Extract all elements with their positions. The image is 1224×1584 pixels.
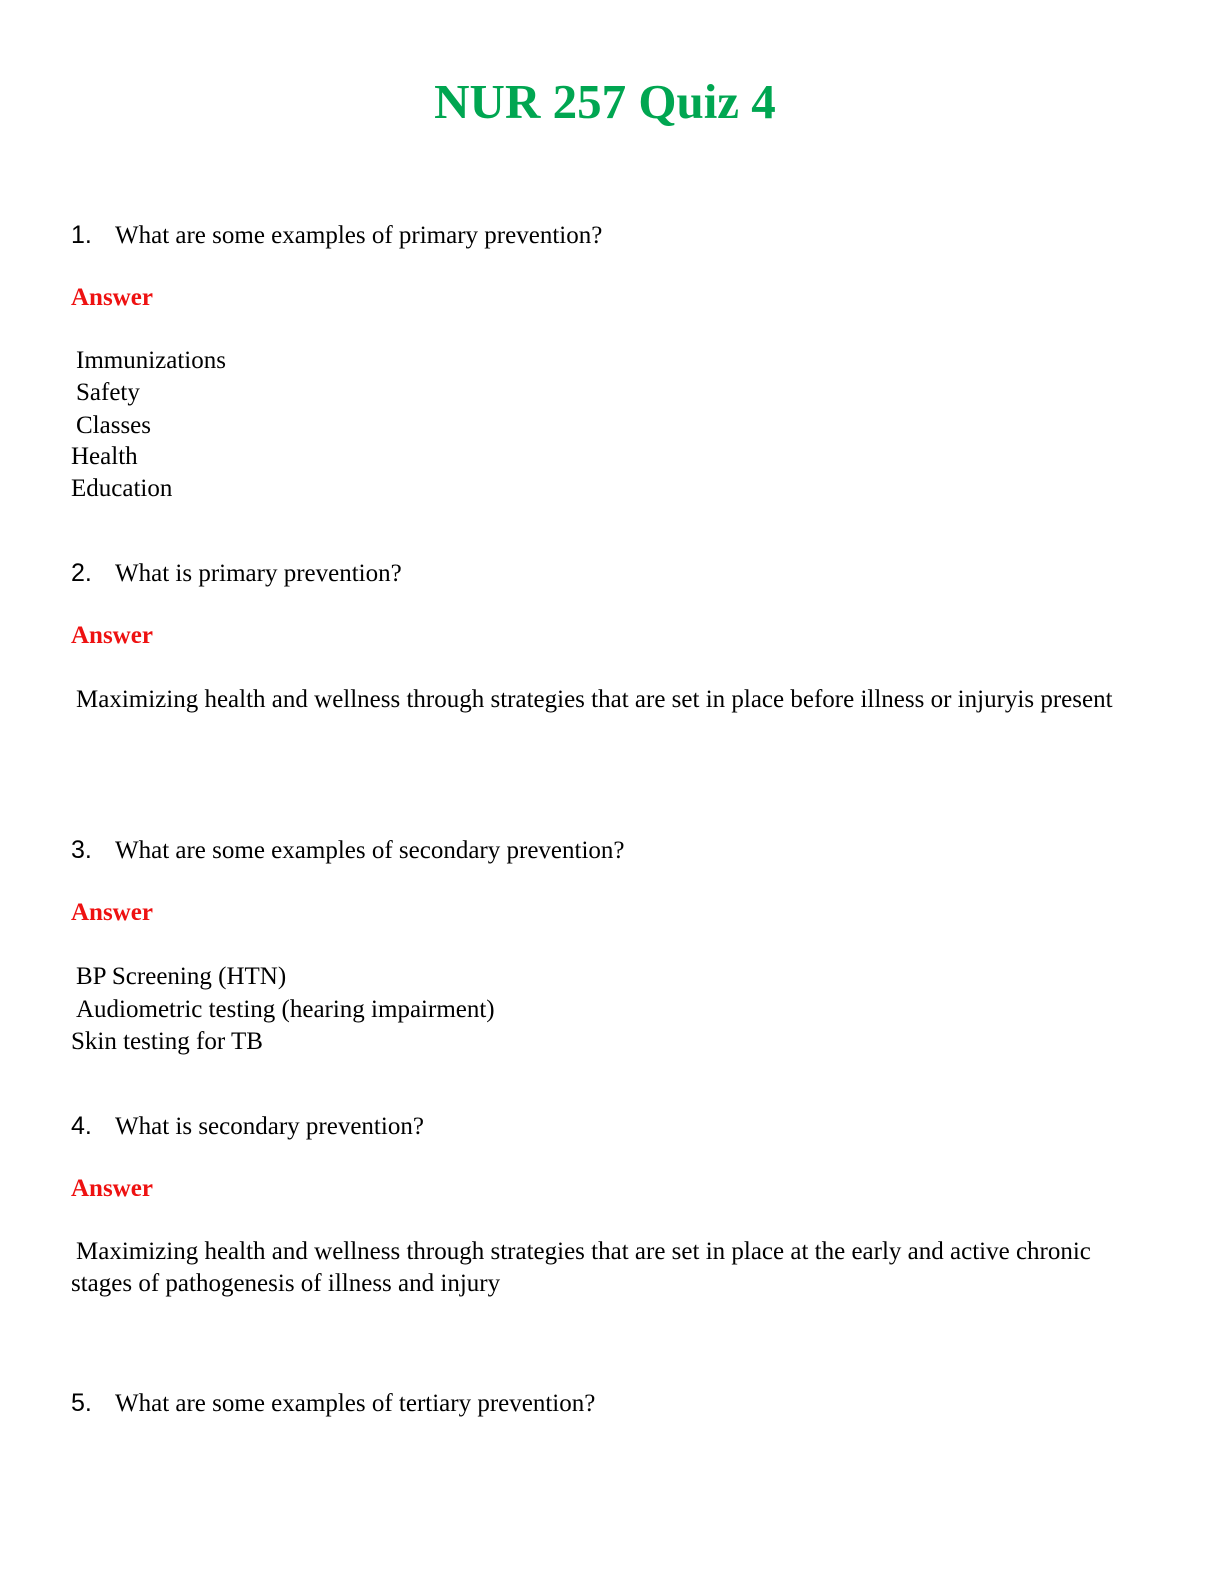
question-3 [71, 834, 625, 867]
answer-line: Safety [76, 379, 140, 406]
answer-label: Answer [71, 1175, 153, 1202]
answer-label: Answer [71, 284, 153, 311]
question-1 [71, 219, 602, 252]
answer-label: Answer [71, 899, 153, 926]
answer-paragraph: Maximizing health and wellness through strategies that are set in place at the early and active chronic stages of pathogenesis of illness and injury [71, 1238, 1091, 1297]
question-4 [71, 1110, 424, 1143]
question-number: 5. [71, 1389, 92, 1417]
question-number: 1. [71, 221, 92, 249]
question-5 [71, 1387, 595, 1420]
question-text: What are some examples of secondary prevention? [115, 837, 625, 864]
answer-line: BP Screening (HTN) [76, 963, 287, 990]
answer-line: Immunizations [76, 347, 226, 374]
question-2 [71, 557, 402, 590]
question-number: 4. [71, 1112, 92, 1140]
question-text: What is secondary prevention? [115, 1113, 424, 1140]
question-number: 2. [71, 559, 92, 587]
question-text: What are some examples of primary prevention? [115, 222, 603, 249]
answer-line: Education [71, 475, 173, 502]
question-number: 3. [71, 836, 92, 864]
question-text: What are some examples of tertiary prevention? [115, 1390, 596, 1417]
answer-label: Answer [71, 622, 153, 649]
answer-line: Health [71, 443, 138, 470]
question-text: What is primary prevention? [115, 560, 402, 587]
answer-line: Audiometric testing (hearing impairment) [76, 996, 495, 1023]
answer-line: Skin testing for TB [71, 1028, 263, 1055]
answer-paragraph: Maximizing health and wellness through strategies that are set in place before illness or injuryis present [76, 686, 1113, 713]
document-title: NUR 257 Quiz 4 [434, 74, 776, 129]
answer-line: Classes [76, 412, 151, 439]
